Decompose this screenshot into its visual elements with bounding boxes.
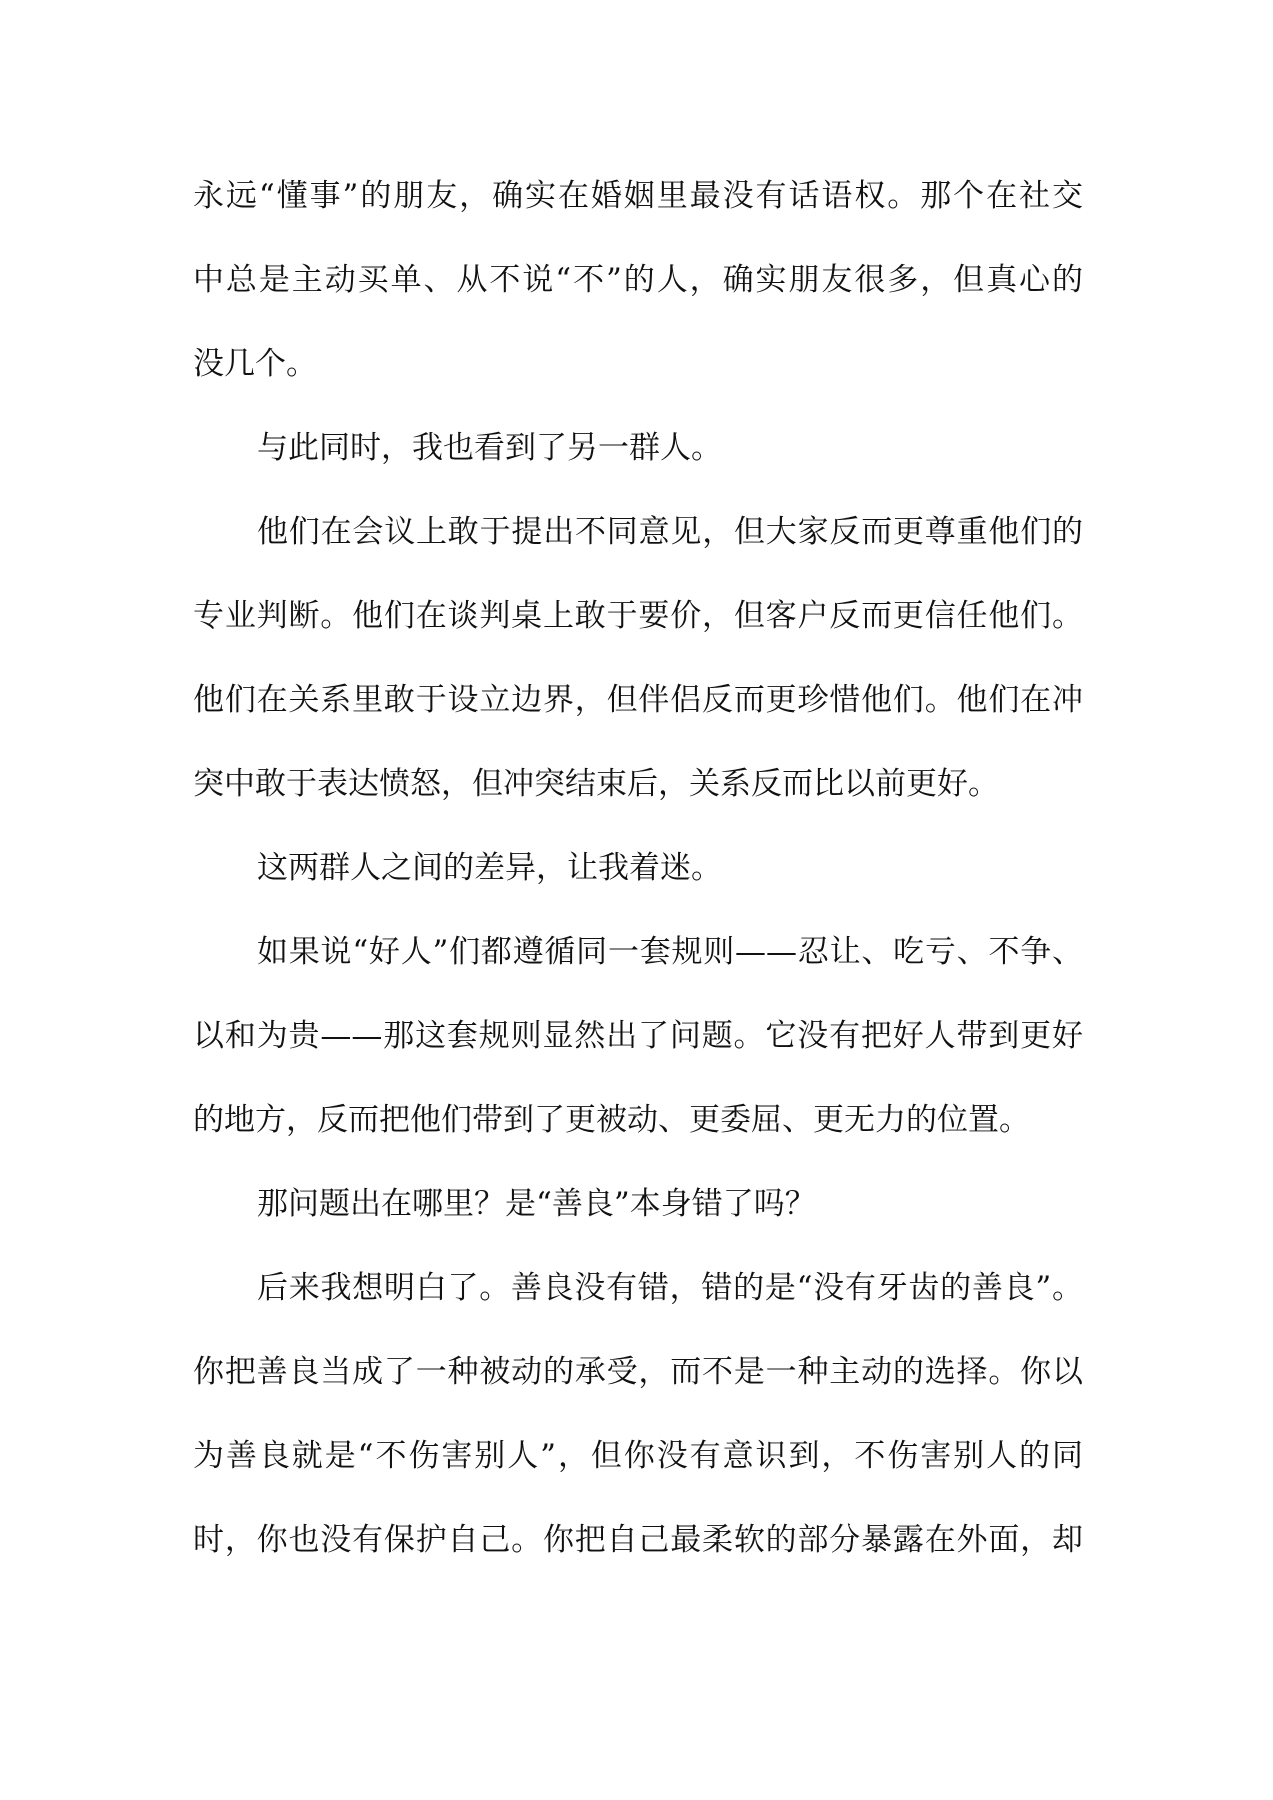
text-line: 那问题出在哪里？是“善良”本身错了吗？	[257, 1186, 816, 1222]
text-line: 如果说“好人”们都遵循同一套规则——忍让、吃亏、不争、	[257, 934, 1083, 970]
text-line: 他们在关系里敢于设立边界，但伴侣反而更珍惜他们。他们在冲	[193, 682, 1083, 718]
text-line: 你把善良当成了一种被动的承受，而不是一种主动的选择。你以	[193, 1354, 1083, 1390]
text-line: 突中敢于表达愤怒，但冲突结束后，关系反而比以前更好。	[193, 766, 999, 802]
text-line: 后来我想明白了。善良没有错，错的是“没有牙齿的善良”。	[257, 1270, 1083, 1306]
text-line: 这两群人之间的差异，让我着迷。	[257, 850, 722, 886]
text-line: 专业判断。他们在谈判桌上敢于要价，但客户反而更信任他们。	[193, 598, 1083, 634]
text-line: 与此同时，我也看到了另一群人。	[257, 430, 722, 466]
text-line: 没几个。	[193, 346, 317, 382]
text-line: 永远“懂事”的朋友，确实在婚姻里最没有话语权。那个在社交	[193, 178, 1083, 214]
text-line: 中总是主动买单、从不说“不”的人，确实朋友很多，但真心的	[193, 262, 1083, 298]
text-line: 以和为贵——那这套规则显然出了问题。它没有把好人带到更好	[193, 1018, 1083, 1054]
text-line: 的地方，反而把他们带到了更被动、更委屈、更无力的位置。	[193, 1102, 1030, 1138]
text-line: 为善良就是“不伤害别人”，但你没有意识到，不伤害别人的同	[193, 1438, 1083, 1474]
text-line: 时，你也没有保护自己。你把自己最柔软的部分暴露在外面，却	[193, 1522, 1083, 1558]
text-line: 他们在会议上敢于提出不同意见，但大家反而更尊重他们的	[257, 514, 1083, 550]
